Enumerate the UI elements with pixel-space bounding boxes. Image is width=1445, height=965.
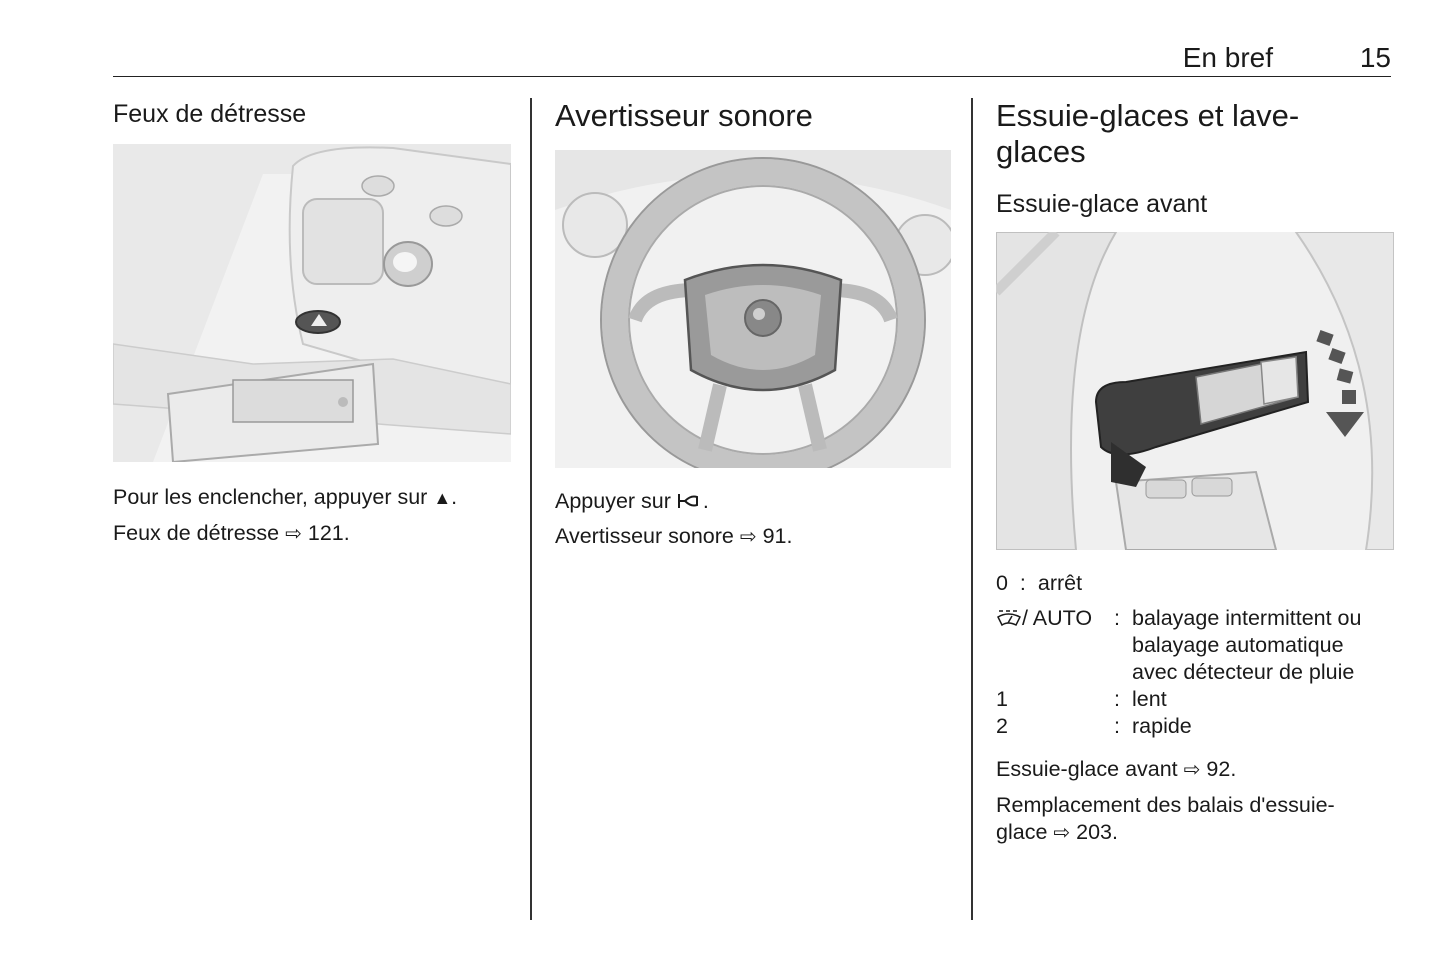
wipers-section: [996, 98, 1394, 847]
legend-key: 1: [996, 687, 1008, 711]
intermittent-wiper-icon: [996, 609, 1022, 627]
hazard-lights-section: Feux de détresse Pour les enclencher, appuyer sur ▲. Feux de détresse ⇨ 121.: [113, 98, 511, 552]
hazard-page-ref[interactable]: 121.: [307, 521, 350, 545]
hazard-reference-text: Feux de détresse: [113, 521, 280, 545]
column-divider: [971, 98, 973, 920]
column-divider: [530, 98, 532, 920]
wiper-blade-page-ref[interactable]: 203.: [1076, 820, 1118, 844]
legend-row: [996, 686, 1394, 713]
wiper-blade-reference-text: Remplacement des balais d'essuie-glace: [996, 793, 1335, 844]
legend-separator: :: [1114, 606, 1120, 630]
legend-row: [996, 713, 1394, 740]
horn-reference-text: Avertisseur sonore: [555, 524, 734, 548]
wiper-lever-illustration: [996, 232, 1394, 550]
legend-text: rapide: [1132, 714, 1192, 738]
front-wiper-page-ref[interactable]: 92.: [1206, 757, 1237, 781]
horn-instruction: Appuyer sur: [555, 489, 671, 513]
hazard-lights-illustration: [113, 144, 511, 462]
legend-key-off: 0: [996, 571, 1008, 595]
cross-reference-arrow-icon: ⇨: [285, 523, 302, 545]
cross-reference-arrow-icon: ⇨: [1053, 822, 1071, 844]
horn-icon: [677, 492, 703, 510]
horn-page-ref[interactable]: 91.: [762, 524, 793, 548]
hazard-lights-heading: Feux de détresse: [113, 100, 307, 128]
horn-heading: Avertisseur sonore: [555, 98, 813, 133]
cross-reference-arrow-icon: ⇨: [1183, 759, 1201, 781]
legend-separator: :: [1114, 687, 1120, 711]
legend-text: lent: [1132, 687, 1167, 711]
page-header: [113, 38, 1391, 77]
front-wiper-reference-text: Essuie-glace avant: [996, 757, 1178, 781]
legend-text: balayage intermittent ou balayage automatique avec détecteur de pluie: [1132, 606, 1362, 684]
hazard-warning-icon: ▲: [433, 488, 452, 508]
horn-section: Avertisseur sonore Appuyer sur . Avertisseur sonore ⇨ 91.: [555, 98, 951, 555]
legend-key: / AUTO: [1022, 606, 1093, 630]
section-title: En bref: [1182, 42, 1273, 73]
legend-separator: :: [1019, 571, 1026, 595]
legend-text-off: arrêt: [1037, 571, 1083, 595]
steering-wheel-illustration: [555, 150, 951, 468]
legend-separator: :: [1114, 714, 1120, 738]
wipers-heading: Essuie-glaces et lave-glaces: [996, 98, 1300, 169]
front-wiper-subheading: Essuie-glace avant: [996, 190, 1208, 218]
legend-key: 2: [996, 714, 1008, 738]
legend-row: [996, 605, 1394, 686]
hazard-instruction: Pour les enclencher, appuyer sur: [113, 485, 428, 509]
wiper-legend: [996, 605, 1394, 740]
page-number: 15: [1359, 42, 1391, 73]
cross-reference-arrow-icon: ⇨: [739, 526, 757, 548]
